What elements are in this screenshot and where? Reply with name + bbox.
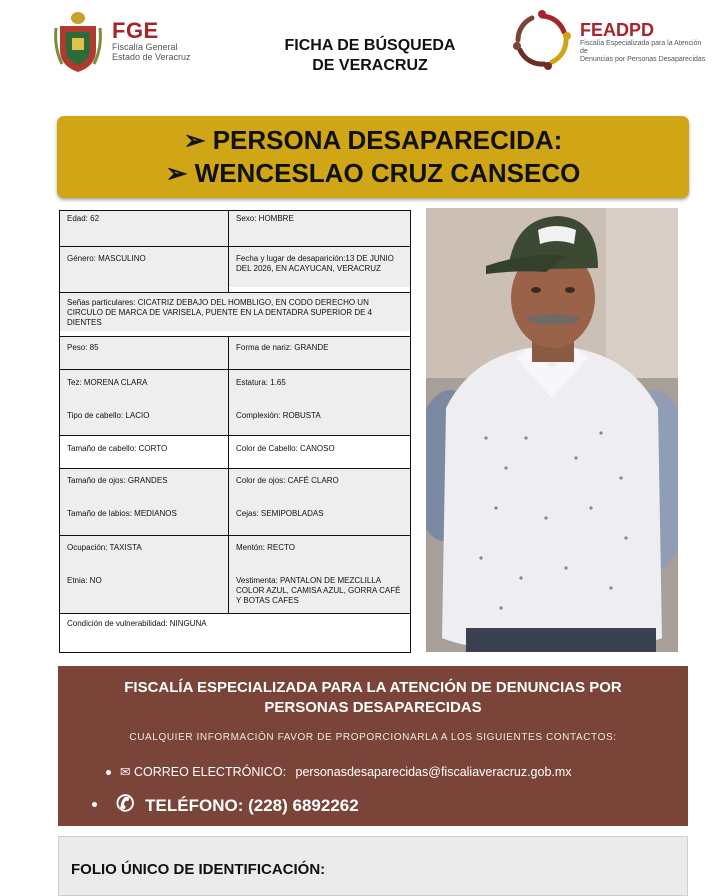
distinguishing-marks-cell: Señas particulares: CICATRIZ DEBAJO DEL HOMBLIGO, EN CODO DERECHO UN CIRCULO DE MARCA DE VARISELA, PUENTE EN LA DENTADRA SUPERIOR DE 4 DIENTES xyxy=(60,293,410,331)
gender-cell: Género: MASCULINO xyxy=(60,247,229,292)
email-link[interactable]: personasdesaparecidas@fiscaliaveracruz.gob.mx xyxy=(295,765,572,779)
bullet-icon xyxy=(106,770,111,775)
banner-heading: ➢ PERSONA DESAPARECIDA: xyxy=(183,125,563,155)
disappearance-date-cell: Fecha y lugar de desaparición:13 DE JUNIO DEL 2026, EN ACAYUCAN, VERACRUZ xyxy=(229,247,410,287)
document-title xyxy=(250,36,490,76)
panel-title-line2: PERSONAS DESAPARECIDAS xyxy=(264,699,482,716)
details-row xyxy=(60,535,410,613)
feadpd-line1: Fiscalía Especializada para la Atención de xyxy=(580,40,702,55)
eye-color-eyebrows-cell xyxy=(229,469,410,535)
hair-color-cell: Color de Cabello: CANOSO xyxy=(229,436,410,468)
email-contact xyxy=(120,764,572,779)
skin-tone-hair-type-cell xyxy=(60,370,229,435)
chin-clothing-cell xyxy=(229,536,410,613)
clothing: Vestimenta: PANTALON DE MEZCLILLA COLOR AZUL, CAMISA AZUL, GORRA CAFÉ Y BOTAS CAFES xyxy=(236,576,401,605)
eyebrows: Cejas: SEMIPOBLADAS xyxy=(236,509,324,518)
height: Estatura: 1.65 xyxy=(236,378,286,387)
nose-shape-cell: Forma de nariz: GRANDE xyxy=(229,337,410,369)
folio-section xyxy=(58,836,688,896)
occupation-ethnicity-cell xyxy=(60,536,229,613)
ethnicity: Etnia: NO xyxy=(67,576,102,585)
feadpd-circle-logo xyxy=(510,8,574,72)
eye-size: Tamaño de ojos: GRANDES xyxy=(67,476,168,485)
eyes-lips-cell xyxy=(60,469,229,535)
fge-logo-text xyxy=(112,20,191,62)
bullet-icon xyxy=(92,802,97,807)
details-row xyxy=(60,246,410,292)
fge-brand: FGE xyxy=(112,18,159,43)
veracruz-seal-logo xyxy=(52,8,104,74)
email-label: ✉ CORREO ELECTRÓNICO: xyxy=(120,765,287,779)
phone-contact xyxy=(116,791,359,817)
panel-title-line1: FISCALÍA ESPECIALIZADA PARA LA ATENCIÓN DE DENUNCIAS POR xyxy=(124,679,622,696)
build: Complexión: ROBUSTA xyxy=(236,411,321,420)
vulnerability-cell: Condición de vulnerabilidad: NINGUNA xyxy=(60,614,410,652)
eye-color: Color de ojos: CAFÉ CLARO xyxy=(236,476,339,485)
details-row xyxy=(60,336,410,369)
feadpd-brand: FEADPD xyxy=(580,20,655,40)
age-cell: Edad: 62 xyxy=(60,211,229,246)
person-photo xyxy=(426,208,678,652)
contact-panel xyxy=(58,666,688,826)
contact-panel-title xyxy=(58,678,688,718)
details-row xyxy=(60,435,410,468)
banner-person-name: ➢ WENCESLAO CRUZ CANSECO xyxy=(165,158,581,188)
fge-line1: Fiscalía General xyxy=(112,42,178,52)
feadpd-line2: Denuncias por Personas Desaparecidas xyxy=(580,56,706,63)
details-row xyxy=(60,369,410,435)
skin-tone: Tez: MORENA CLARA xyxy=(67,378,148,387)
contact-instructions: CUALQUIER INFORMACIÓN FAVOR DE PROPORCIONARLA A LOS SIGUIENTES CONTACTOS: xyxy=(129,732,617,743)
phone-icon: ✆ xyxy=(116,791,135,816)
details-row xyxy=(60,468,410,535)
feadpd-logo-text xyxy=(580,20,710,64)
details-row xyxy=(60,211,410,246)
folio-label: FOLIO ÚNICO DE IDENTIFICACIÓN: xyxy=(71,861,326,878)
sex-cell: Sexo: HOMBRE xyxy=(229,211,410,246)
person-details-table xyxy=(59,210,411,653)
occupation: Ocupación: TAXISTA xyxy=(67,543,142,552)
missing-person-banner xyxy=(57,116,689,198)
details-row xyxy=(60,292,410,336)
height-build-cell xyxy=(229,370,410,435)
hair-type: Tipo de cabello: LACIO xyxy=(67,411,150,420)
lip-size: Tamaño de labios: MEDIANOS xyxy=(67,509,177,518)
hair-length-cell: Tamaño de cabello: CORTO xyxy=(60,436,229,468)
details-row xyxy=(60,613,410,652)
chin: Mentón: RECTO xyxy=(236,543,295,552)
weight-cell: Peso: 85 xyxy=(60,337,229,369)
document-title-line2: DE VERACRUZ xyxy=(312,57,428,74)
document-title-line1: FICHA DE BÚSQUEDA xyxy=(284,37,456,54)
phone-number[interactable]: TELÉFONO: (228) 6892262 xyxy=(145,796,359,815)
fge-line2: Estado de Veracruz xyxy=(112,52,191,62)
